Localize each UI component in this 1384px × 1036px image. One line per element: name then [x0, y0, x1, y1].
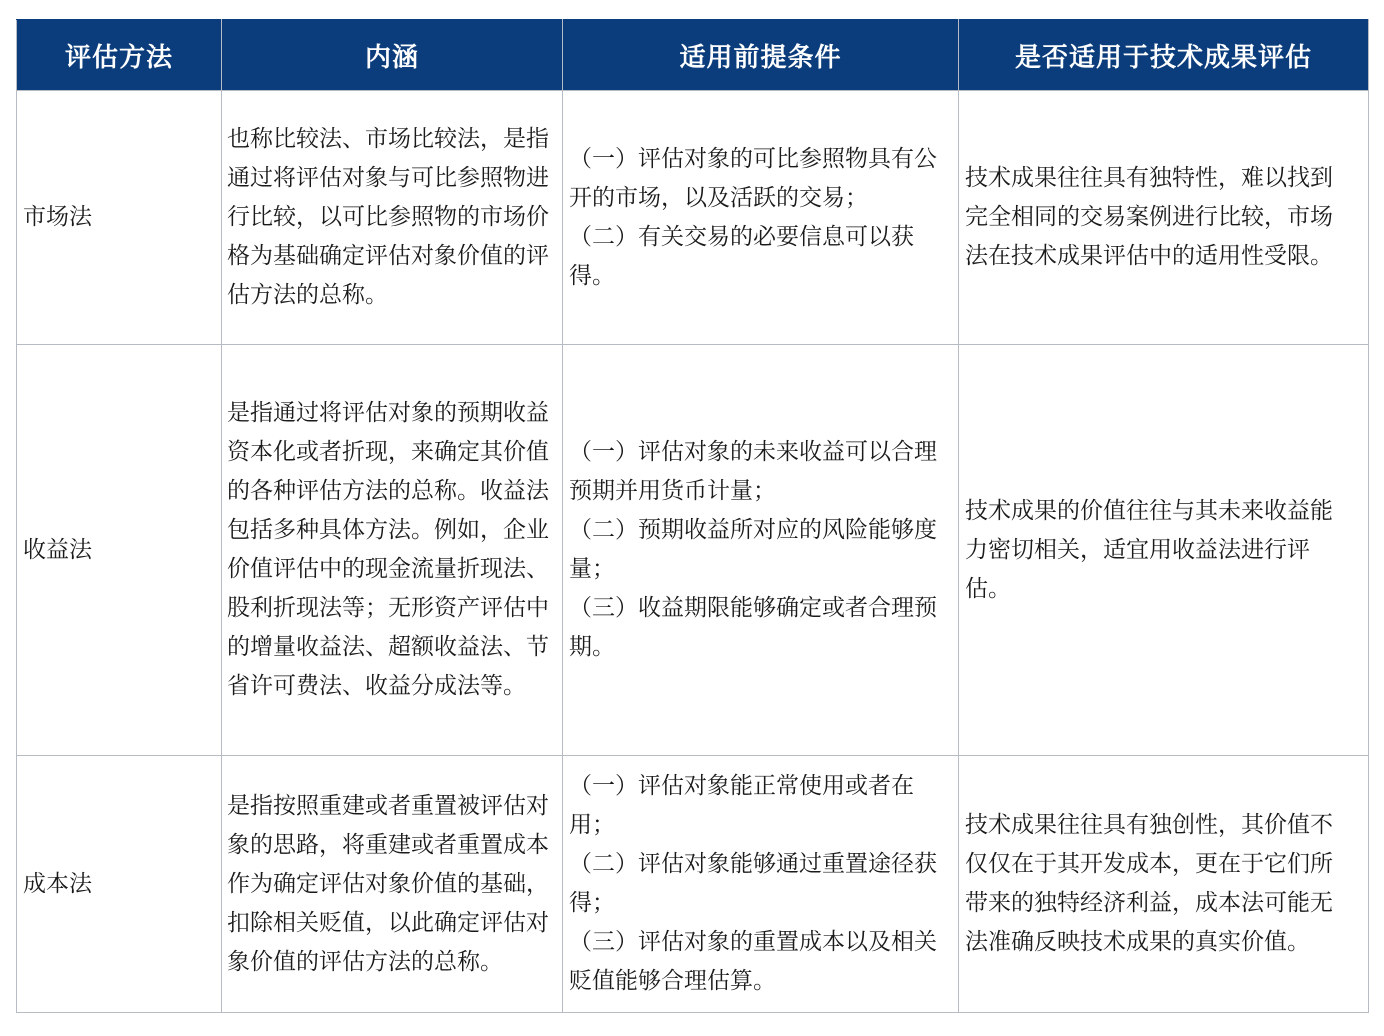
- condition-item: （一）评估对象能正常使用或者在用；: [569, 773, 914, 838]
- comparison-table-container: [16, 19, 1368, 1013]
- applicability-cell: 技术成果往往具有独创性，其价值不仅仅在于其开发成本，更在于它们所带来的独特经济利益，成本法可能无法准确反映技术成果的真实价值。: [959, 756, 1369, 1013]
- applicability-cell: 技术成果往往具有独特性，难以找到完全相同的交易案例进行比较，市场法在技术成果评估中的适用性受限。: [959, 91, 1369, 345]
- definition-cell: 是指通过将评估对象的预期收益资本化或者折现，来确定其价值的各种评估方法的总称。收益法包括多种具体方法。例如，企业价值评估中的现金流量折现法、股利折现法等；无形资产评估中的增量收益法、超额收益法、节省许可费法、收益分成法等。: [222, 345, 563, 756]
- header-conditions: 适用前提条件: [563, 20, 959, 91]
- condition-item: （二）预期收益所对应的风险能够度量；: [569, 517, 937, 582]
- definition-cell: 是指按照重建或者重置被评估对象的思路，将重建或者重置成本作为确定评估对象价值的基础，扣除相关贬值，以此确定评估对象价值的评估方法的总称。: [222, 756, 563, 1013]
- table-row-cost: [17, 756, 1369, 1013]
- table-header: [17, 20, 1369, 91]
- applicability-cell: 技术成果的价值往往与其未来收益能力密切相关，适宜用收益法进行评估。: [959, 345, 1369, 756]
- method-cell: 收益法: [17, 345, 222, 756]
- condition-item: （一）评估对象的可比参照物具有公开的市场，以及活跃的交易；: [569, 145, 937, 211]
- condition-item: （三）收益期限能够确定或者合理预期。: [569, 595, 937, 660]
- table-body: [17, 91, 1369, 1013]
- table-row-income: [17, 345, 1369, 756]
- condition-item: （二）评估对象能够通过重置途径获得；: [569, 851, 937, 916]
- header-definition: 内涵: [222, 20, 563, 91]
- method-cell: 市场法: [17, 91, 222, 345]
- table-row-market: [17, 91, 1369, 345]
- condition-item: （二）有关交易的必要信息可以获得。: [569, 223, 914, 289]
- definition-cell: 也称比较法、市场比较法，是指通过将评估对象与可比参照物进行比较，以可比参照物的市场价格为基础确定评估对象价值的评估方法的总称。: [222, 91, 563, 345]
- conditions-cell: [563, 345, 959, 756]
- header-row: [17, 20, 1369, 91]
- conditions-cell: [563, 91, 959, 345]
- valuation-methods-table: [16, 19, 1369, 1013]
- condition-item: （三）评估对象的重置成本以及相关贬值能够合理估算。: [569, 929, 937, 994]
- condition-item: （一）评估对象的未来收益可以合理预期并用货币计量；: [569, 439, 937, 504]
- header-method: 评估方法: [17, 20, 222, 91]
- conditions-cell: [563, 756, 959, 1013]
- method-cell: 成本法: [17, 756, 222, 1013]
- header-applicability: 是否适用于技术成果评估: [959, 20, 1369, 91]
